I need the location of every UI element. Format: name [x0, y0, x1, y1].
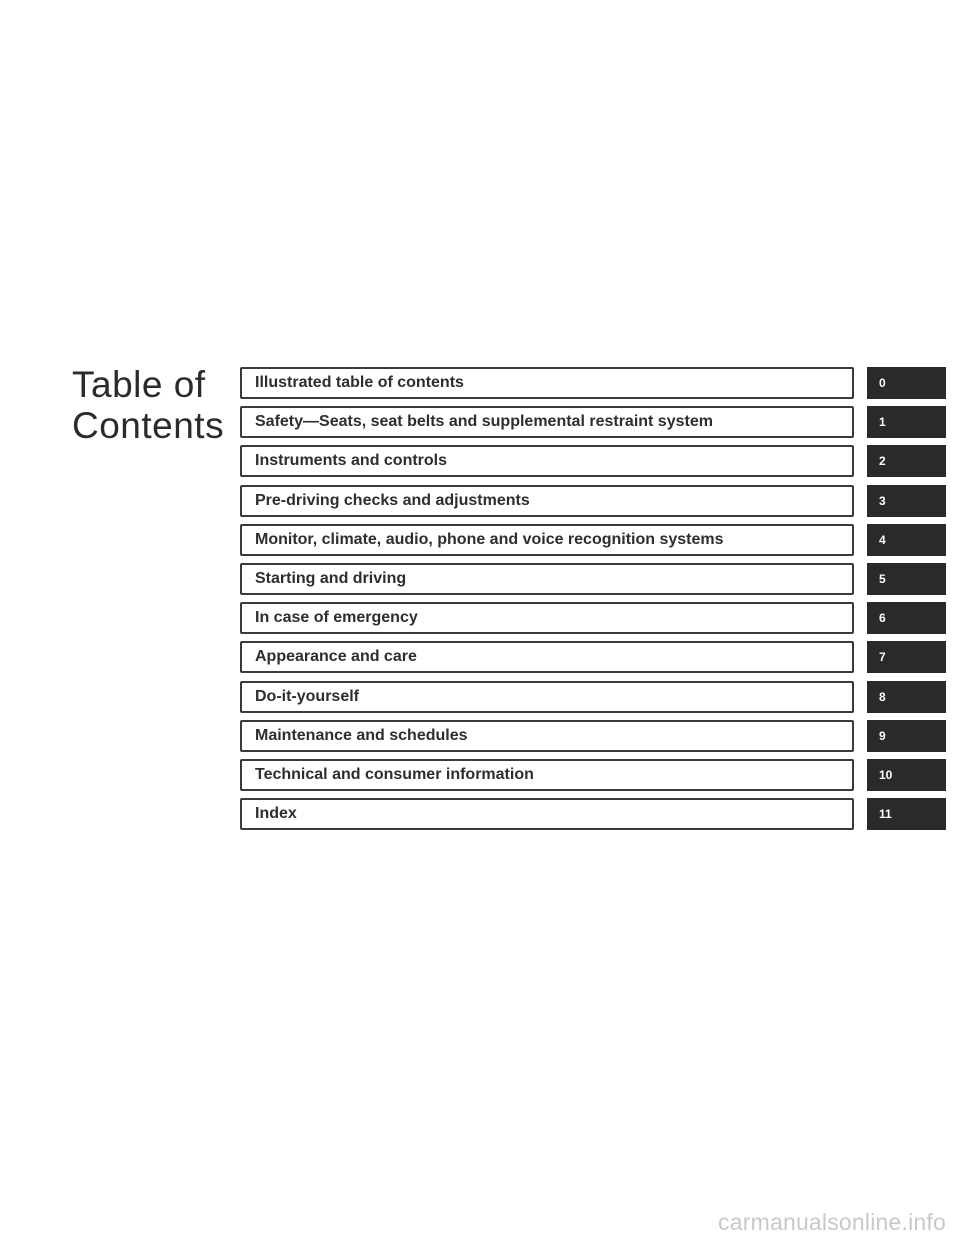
toc-item-maintenance-and-schedules[interactable]	[240, 720, 946, 751]
toc-item-index[interactable]	[240, 798, 946, 829]
toc-entry-box[interactable]	[240, 524, 854, 556]
toc-item-technical-and-consumer-information[interactable]	[240, 759, 946, 790]
section-tab-3[interactable]	[867, 485, 946, 517]
section-tab-10[interactable]	[867, 759, 946, 791]
section-tab-5[interactable]	[867, 563, 946, 595]
section-tab-0[interactable]	[867, 367, 946, 399]
toc-item-do-it-yourself[interactable]	[240, 681, 946, 712]
section-tab-number: 7	[879, 650, 886, 665]
toc-entry-box[interactable]	[240, 367, 854, 399]
toc-entry-label: Safety—Seats, seat belts and supplemental restraint system	[255, 413, 713, 431]
toc-entry-box[interactable]	[240, 406, 854, 438]
toc-list	[240, 367, 946, 837]
toc-item-illustrated-table-of-contents[interactable]	[240, 367, 946, 398]
toc-entry-label: Illustrated table of contents	[255, 374, 464, 391]
toc-entry-label: Appearance and care	[255, 648, 417, 666]
page-title-line-1: Table of	[72, 364, 206, 405]
toc-entry-label: Maintenance and schedules	[255, 726, 468, 744]
toc-entry-label: Starting and driving	[255, 569, 407, 587]
toc-entry-label: In case of emergency	[255, 609, 418, 627]
section-tab-number: 5	[879, 571, 886, 586]
toc-entry-box[interactable]	[240, 445, 854, 477]
section-tab-9[interactable]	[867, 720, 946, 752]
toc-entry-label: Instruments and controls	[255, 452, 448, 470]
section-tab-8[interactable]	[867, 681, 946, 713]
toc-entry-box[interactable]	[240, 681, 854, 713]
section-tab-number: 0	[879, 376, 886, 390]
section-tab-4[interactable]	[867, 524, 946, 556]
section-tab-number: 9	[879, 728, 886, 743]
toc-entry-box[interactable]	[240, 641, 854, 673]
section-tab-2[interactable]	[867, 445, 946, 477]
section-tab-number: 6	[879, 611, 886, 626]
section-tab-1[interactable]	[867, 406, 946, 438]
toc-item-starting-and-driving[interactable]	[240, 563, 946, 594]
toc-item-appearance-and-care[interactable]	[240, 641, 946, 672]
section-tab-number: 4	[879, 532, 886, 547]
toc-item-safety[interactable]	[240, 406, 946, 437]
section-tab-11[interactable]	[867, 798, 946, 830]
section-tab-number: 2	[879, 454, 886, 469]
section-tab-number: 8	[879, 689, 886, 704]
section-tab-number: 3	[879, 493, 886, 508]
section-tab-number: 1	[879, 415, 886, 430]
toc-item-instruments-and-controls[interactable]	[240, 445, 946, 476]
section-tab-number: 11	[879, 807, 892, 822]
watermark: carmanualsonline.info	[718, 1209, 946, 1235]
toc-entry-box[interactable]	[240, 602, 854, 634]
toc-entry-label: Index	[255, 805, 297, 823]
toc-entry-box[interactable]	[240, 485, 854, 517]
toc-item-in-case-of-emergency[interactable]	[240, 602, 946, 633]
page-title	[72, 364, 237, 446]
toc-entry-box[interactable]	[240, 563, 854, 595]
toc-entry-label: Pre-driving checks and adjustments	[255, 491, 530, 509]
toc-entry-label: Technical and consumer information	[255, 765, 534, 783]
toc-entry-label: Monitor, climate, audio, phone and voice recognition systems	[255, 530, 724, 548]
toc-item-monitor-climate-audio[interactable]	[240, 524, 946, 555]
section-tab-7[interactable]	[867, 641, 946, 673]
toc-entry-label: Do-it-yourself	[255, 687, 359, 705]
section-tab-6[interactable]	[867, 602, 946, 634]
toc-entry-box[interactable]	[240, 759, 854, 791]
section-tab-number: 10	[879, 767, 893, 782]
toc-item-pre-driving-checks[interactable]	[240, 485, 946, 516]
toc-entry-box[interactable]	[240, 720, 854, 752]
toc-entry-box[interactable]	[240, 798, 854, 830]
page-title-line-2: Contents	[72, 405, 225, 446]
